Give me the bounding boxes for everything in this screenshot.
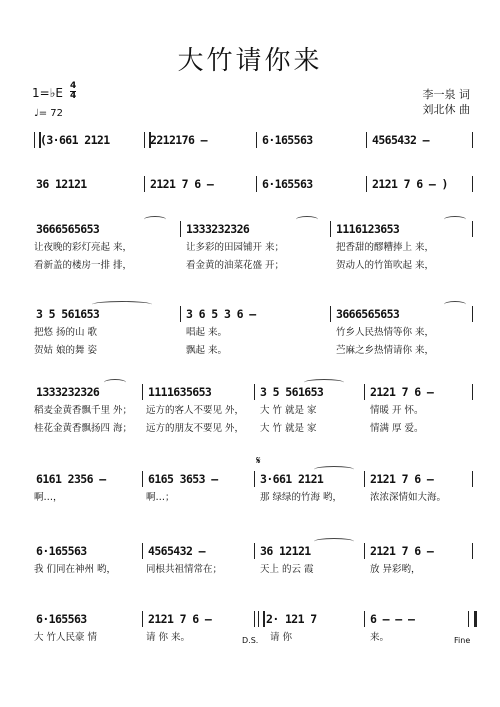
barline (366, 132, 367, 148)
lyric: 唱起 来。 (186, 327, 228, 338)
barline (366, 176, 367, 192)
barline (142, 471, 143, 487)
lyric: 看金黄的油菜花盛 开； (186, 260, 285, 271)
measure: 4565432 – (148, 544, 205, 558)
measure-row (34, 610, 474, 628)
lyric: 请 你 (270, 632, 293, 643)
lyric: 情满 厚 爱。 (370, 423, 424, 434)
lyric: 放 异彩哟， (370, 564, 421, 575)
barline (256, 132, 257, 148)
lyric-line-2 (34, 258, 474, 273)
measure: 6·165563 (262, 177, 313, 191)
measure: 2· 121 7 (266, 612, 317, 626)
barline (364, 384, 365, 400)
barline (472, 543, 473, 559)
lyricist-credit: 李一泉 词 (422, 88, 470, 101)
segno-icon: 𝄋 (256, 454, 261, 467)
measure: 36 12121 (36, 177, 87, 191)
slur (444, 216, 466, 223)
lyric: 同根共祖情常在； (146, 564, 223, 575)
barline (142, 543, 143, 559)
time-signature (70, 82, 76, 101)
lyric: 请 你 来。 (146, 632, 191, 643)
measure: 2212176 – (150, 133, 207, 147)
time-signature-top: 4 (70, 81, 77, 91)
measure: (3·661 2121 (40, 133, 110, 147)
measure-row (34, 542, 474, 560)
measure-row (34, 175, 474, 193)
lyric-line-2 (34, 343, 474, 358)
lyric: 那 绿绿的竹海 哟， (260, 492, 343, 503)
measure: 3 5 561653 (260, 385, 324, 399)
barline (364, 471, 365, 487)
key-signature: 1=♭E (32, 86, 63, 100)
measure: 2121 7 6 – (370, 385, 434, 399)
barline (254, 611, 255, 627)
measure: 1333232326 (186, 222, 250, 236)
measure: 4565432 – (372, 133, 429, 147)
measure-row (34, 454, 474, 488)
slur (104, 379, 126, 386)
time-signature-bottom: 4 (70, 91, 77, 101)
lyric: 啊…， (34, 492, 63, 503)
measure: 3·661 2121 (260, 472, 324, 486)
barline (254, 471, 255, 487)
barline (364, 543, 365, 559)
slur (144, 216, 166, 223)
repeat-barline (258, 611, 265, 627)
lyric-line-1 (34, 562, 474, 577)
lyric: 浓浓深情如大海。 (370, 492, 447, 503)
measure: 1116123653 (336, 222, 400, 236)
measure: 6·165563 (36, 612, 87, 626)
lyric: 把香甜的醪糟捧上 来， (336, 242, 435, 253)
barline (180, 306, 181, 322)
measure: 6165 3653 – (148, 472, 218, 486)
lyric-line-2 (34, 421, 474, 436)
final-barline (468, 611, 477, 627)
slur (296, 216, 318, 223)
measure: 2121 7 6 – (148, 612, 212, 626)
measure: 3 6 5 3 6 – (186, 307, 256, 321)
lyric: 贺姑 娘的舞 姿 (34, 345, 98, 356)
slur (304, 379, 344, 386)
lyric: 大 竹 就是 家 (260, 423, 317, 434)
composer-credit: 刘北休 曲 (422, 103, 470, 116)
tempo-marking: ♩= 72 (34, 108, 63, 119)
lyric: 远方的客人不要见 外， (146, 405, 245, 416)
lyric: 飘起 来。 (186, 345, 228, 356)
measure: 6·165563 (262, 133, 313, 147)
measure-row (34, 305, 474, 323)
lyric: 让多彩的田园铺开 来； (186, 242, 285, 253)
barline (364, 611, 365, 627)
lyric: 天上 的云 霞 (260, 564, 314, 575)
lyric: 苎麻之乡热情请你 来， (336, 345, 435, 356)
slur (314, 466, 354, 473)
lyric: 看新盖的楼房一排 排， (34, 260, 133, 271)
lyric: 让夜晚的彩灯亮起 来， (34, 242, 133, 253)
measure: 3666565653 (336, 307, 400, 321)
measure: 2121 7 6 – (370, 472, 434, 486)
slur (314, 538, 354, 545)
measure: 2121 7 6 – ) (372, 177, 448, 191)
lyric: 情暖 开 怀。 (370, 405, 424, 416)
measure: 1333232326 (36, 385, 100, 399)
lyric-line-1 (34, 403, 474, 418)
measure: 6·165563 (36, 544, 87, 558)
barline (254, 543, 255, 559)
measure: 36 12121 (260, 544, 311, 558)
measure: 3666565653 (36, 222, 100, 236)
lyric: 大 竹 就是 家 (260, 405, 317, 416)
measure-row (34, 220, 474, 238)
fine-marking: Fine (454, 636, 471, 645)
barline (472, 471, 473, 487)
lyric-line-1 (34, 240, 474, 255)
barline (254, 384, 255, 400)
barline (180, 221, 181, 237)
measure: 6161 2356 – (36, 472, 106, 486)
measure: 3 5 561653 (36, 307, 100, 321)
ds-marking: D.S. (242, 636, 259, 645)
measure-row (34, 383, 474, 401)
barline (472, 132, 473, 148)
lyric: 来。 (370, 632, 390, 643)
barline (472, 221, 473, 237)
lyric: 大 竹人民豪 情 (34, 632, 98, 643)
barline (472, 176, 473, 192)
barline (472, 306, 473, 322)
lyric: 贺动人的竹笛吹起 来， (336, 260, 435, 271)
lyric-line-1 (34, 490, 474, 505)
lyric: 竹乡人民热情等你 来， (336, 327, 435, 338)
barline (142, 384, 143, 400)
lyric: 桂花金黄香飘扬四 海； (34, 423, 133, 434)
barline (256, 176, 257, 192)
slur (92, 301, 152, 308)
barline (330, 306, 331, 322)
lyric: 把悠 扬的山 歌 (34, 327, 98, 338)
lyric: 稻麦金黄香飘千里 外； (34, 405, 133, 416)
measure-row (34, 131, 474, 149)
song-title: 大竹请你来 (177, 46, 323, 76)
measure: 1111635653 (148, 385, 212, 399)
slur (444, 301, 466, 308)
measure: 2121 7 6 – (150, 177, 214, 191)
barline (472, 384, 473, 400)
lyric: 我 们同在神州 哟， (34, 564, 117, 575)
barline (330, 221, 331, 237)
measure: 2121 7 6 – (370, 544, 434, 558)
lyric: 远方的朋友不要见 外， (146, 423, 245, 434)
barline (142, 611, 143, 627)
measure: 6 – – – (370, 612, 415, 626)
barline (144, 176, 145, 192)
lyric: 啊…； (146, 492, 175, 503)
lyric-line-1 (34, 325, 474, 340)
